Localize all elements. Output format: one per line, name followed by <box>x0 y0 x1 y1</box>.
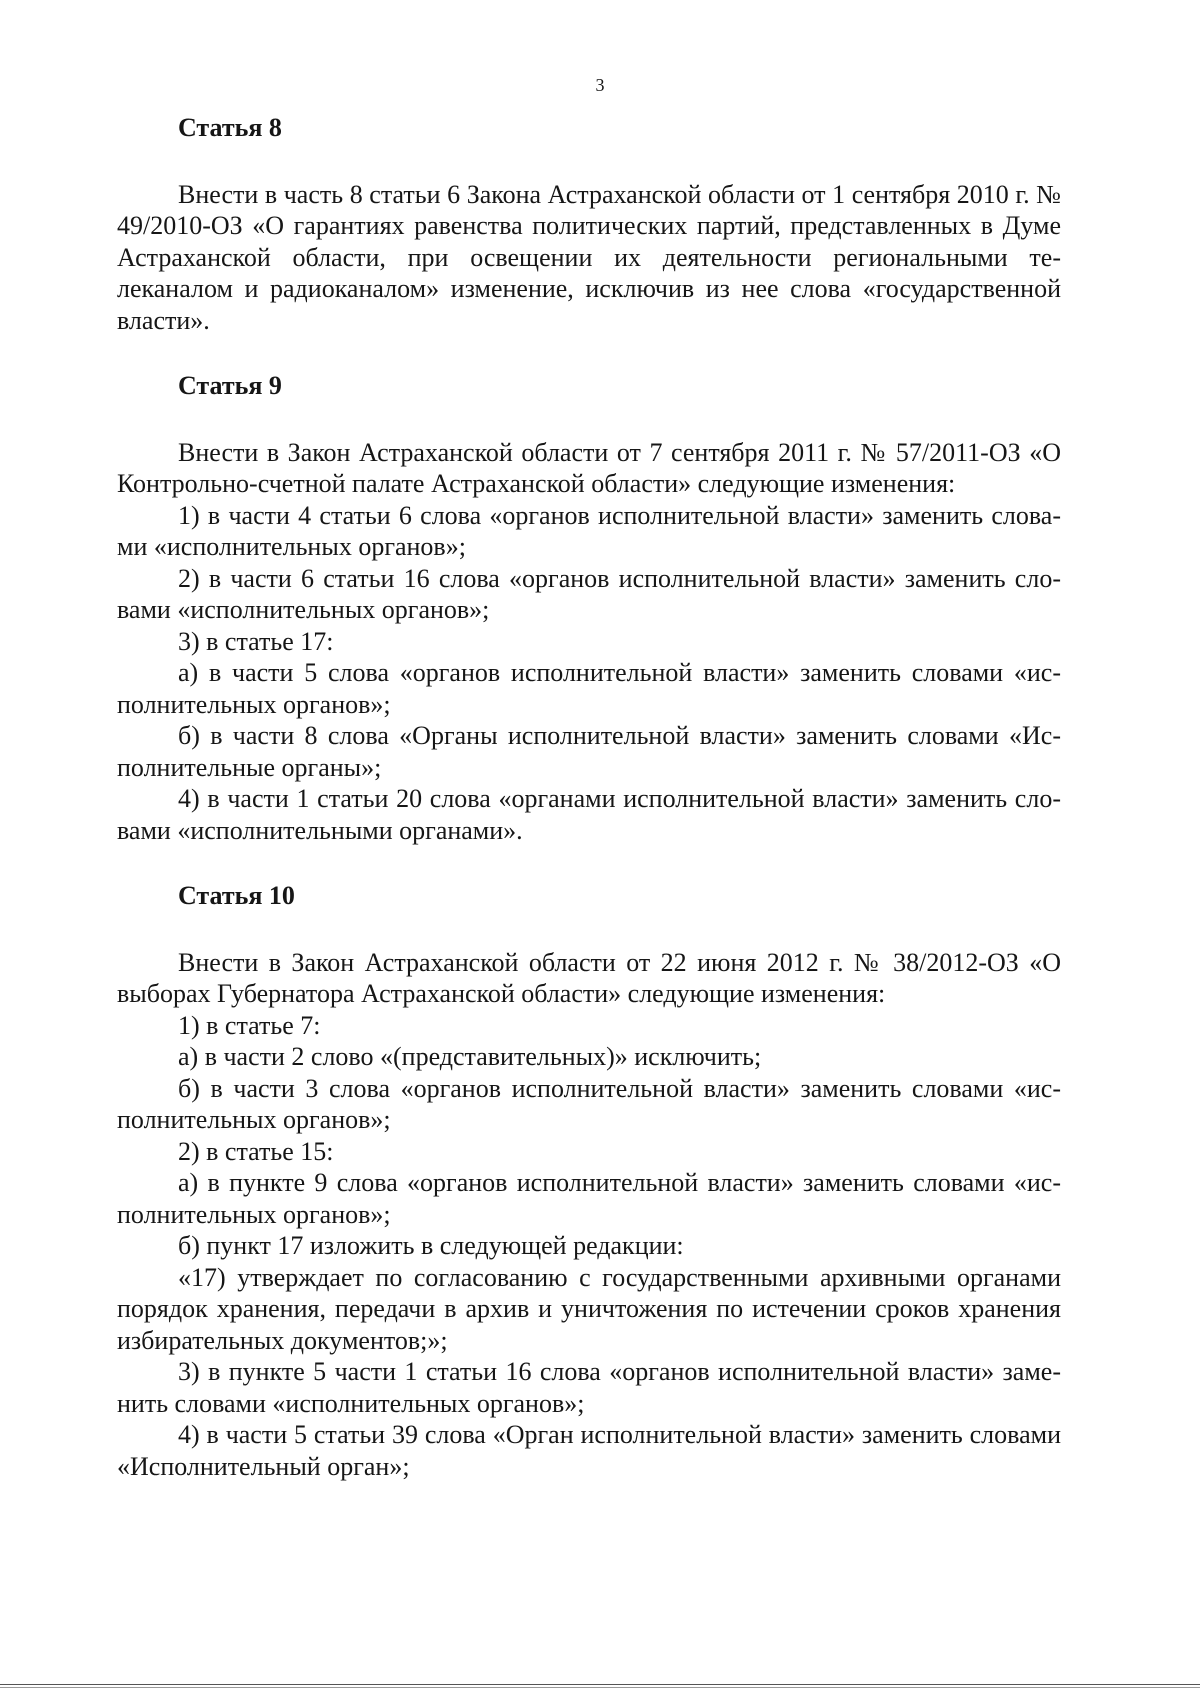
article-10-item-1: 1) в статье 7: <box>178 1010 321 1040</box>
article-10-item-3: 3) в пункте 5 части 1 статьи 16 слова «органов исполнительной власти» заменить словами «исполнительных органов»; <box>117 1357 1061 1418</box>
article-9-item-1: 1) в части 4 статьи 6 слова «органов исполнительной власти» заменить словами «исполнительных органов»; <box>117 500 1061 561</box>
article-10-heading: Статья 10 <box>178 881 295 910</box>
article-10-intro: Внести в Закон Астраханской области от 22 июня 2012 г. № 38/2012-ОЗ «О выборах Губернатора Астраханской области» следующие изменения: <box>117 947 1061 1008</box>
article-10 <box>117 880 1061 1482</box>
article-9-item-3: 3) в статье 17: <box>178 626 334 656</box>
bottom-scan-edge <box>0 1684 1200 1685</box>
article-10-item-2b: б) пункт 17 изложить в следующей редакции: <box>178 1231 684 1260</box>
document-body <box>117 112 1061 1482</box>
article-9-heading: Статья 9 <box>178 371 282 400</box>
article-9-item-2: 2) в части 6 статьи 16 слова «органов исполнительной власти» заменить словами «исполнительных органов»; <box>117 563 1061 624</box>
article-9-intro: Внести в Закон Астраханской области от 7 сентября 2011 г. № 57/2011-ОЗ «О Контрольно-счетной палате Астраханской области» следующие изменения: <box>117 437 1061 498</box>
article-8-heading: Статья 8 <box>178 113 282 142</box>
article-10-item-1a: а) в части 2 слово «(представительных)» исключить; <box>178 1042 762 1071</box>
article-9-item-3a: а) в части 5 слова «органов исполнительной власти» заменить словами «исполнительных органов»; <box>117 658 1061 719</box>
article-10-item-1b: б) в части 3 слова «органов исполнительной власти» заменить словами «исполнительных органов»; <box>117 1073 1061 1134</box>
article-9-item-3b: б) в части 8 слова «Органы исполнительной власти» заменить словами «Исполнительные органы»; <box>117 721 1061 782</box>
article-9-item-4: 4) в части 1 статьи 20 слова «органами исполнительной власти» заменить словами «исполнительными органами». <box>117 784 1061 845</box>
article-8-paragraph: Внести в часть 8 статьи 6 Закона Астраханской области от 1 сентября 2010 г. № 49/2010-ОЗ «О гарантиях равенства политических партий, представленных в Думе Астраханской области, при освещении их деятельности региональными телеканалом и радиоканалом» изменение, исключив из нее слова «государственной власти». <box>117 179 1061 335</box>
article-10-item-2a: а) в пункте 9 слова «органов исполнительной власти» заменить словами «исполнительных органов»; <box>117 1168 1061 1229</box>
article-9 <box>117 370 1061 846</box>
article-8 <box>117 112 1061 336</box>
article-10-item-17-text: «17) утверждает по согласованию с государственными архивными органами порядок хранения, передачи в архив и уничтожения по истечении сроков хранения избирательных документов;»; <box>117 1262 1061 1355</box>
bottom-scan-edge-shadow <box>0 1687 1200 1688</box>
page-number: 3 <box>595 75 605 95</box>
article-10-item-4: 4) в части 5 статьи 39 слова «Орган исполнительной власти» заменить словами «Исполнительный орган»; <box>117 1420 1061 1481</box>
article-10-item-2: 2) в статье 15: <box>178 1136 334 1166</box>
